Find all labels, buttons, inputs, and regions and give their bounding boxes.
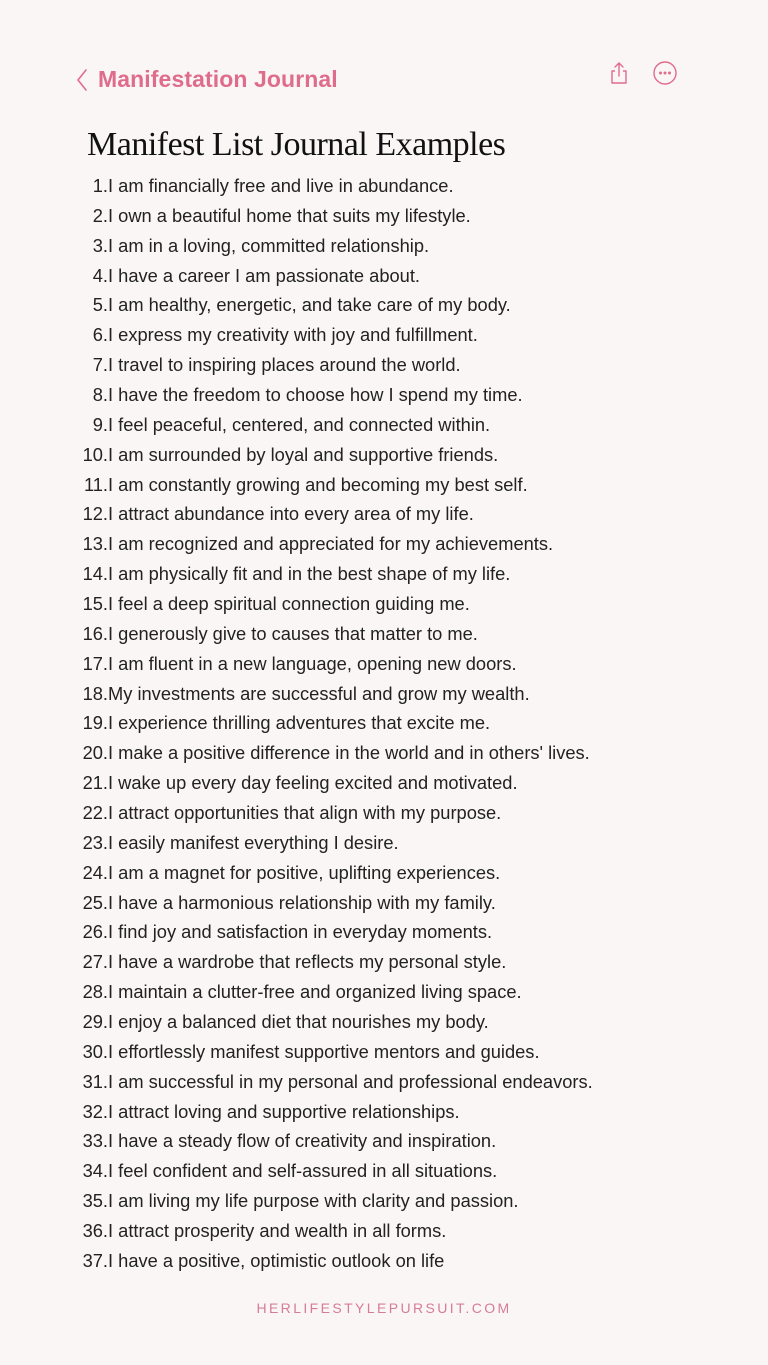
item-number: 17. xyxy=(82,652,108,674)
item-text: I make a positive difference in the world and in others' lives. xyxy=(108,742,590,764)
item-text: I own a beautiful home that suits my lifestyle. xyxy=(108,204,471,226)
item-number: 34. xyxy=(82,1160,108,1182)
item-text: I attract opportunities that align with my purpose. xyxy=(108,801,502,823)
item-number: 13. xyxy=(82,533,108,555)
item-number: 27. xyxy=(82,951,108,973)
nav-actions xyxy=(606,60,678,86)
list-item xyxy=(70,1037,593,1067)
list-item xyxy=(70,1186,593,1216)
list-item xyxy=(70,499,593,529)
item-text: I am surrounded by loyal and supportive friends. xyxy=(108,443,499,465)
item-text: I am successful in my personal and professional endeavors. xyxy=(108,1070,593,1092)
item-number: 29. xyxy=(82,1010,108,1032)
item-number: 4. xyxy=(92,264,108,286)
item-text: I am financially free and live in abundance. xyxy=(108,174,454,196)
list-item xyxy=(70,858,593,888)
list-item xyxy=(70,410,593,440)
item-text: I generously give to causes that matter to me. xyxy=(108,622,478,644)
item-number: 1. xyxy=(92,174,108,196)
list-item xyxy=(70,1097,593,1127)
item-number: 16. xyxy=(82,622,108,644)
more-icon[interactable] xyxy=(652,60,678,86)
list-item xyxy=(70,1246,593,1276)
list-item xyxy=(70,171,593,201)
chevron-left-icon xyxy=(74,67,90,93)
item-text: I find joy and satisfaction in everyday moments. xyxy=(108,921,493,943)
item-number: 25. xyxy=(82,891,108,913)
footer-watermark: HERLIFESTYLEPURSUIT.COM xyxy=(256,1300,512,1316)
item-text: I am fluent in a new language, opening new doors. xyxy=(108,652,517,674)
item-number: 11. xyxy=(83,473,108,495)
list-item xyxy=(70,290,593,320)
list-item xyxy=(70,768,593,798)
item-number: 36. xyxy=(82,1220,108,1241)
item-number: 8. xyxy=(92,383,108,405)
item-text: I am constantly growing and becoming my best self. xyxy=(108,473,528,495)
item-number: 20. xyxy=(82,742,108,764)
item-text: I easily manifest everything I desire. xyxy=(108,831,399,853)
list-item xyxy=(70,619,593,649)
list-item xyxy=(70,1127,593,1157)
item-number: 23. xyxy=(82,831,108,853)
item-number: 6. xyxy=(92,324,108,346)
item-text: I am living my life purpose with clarity and passion. xyxy=(108,1190,519,1212)
item-text: I have a career I am passionate about. xyxy=(108,264,420,286)
item-number: 7. xyxy=(92,354,108,376)
item-number: 31. xyxy=(82,1070,108,1092)
item-number: 5. xyxy=(92,294,108,316)
list-item xyxy=(70,708,593,738)
item-text: I am recognized and appreciated for my achievements. xyxy=(108,533,554,555)
list-item xyxy=(70,559,593,589)
item-number: 12. xyxy=(82,503,108,525)
item-number: 24. xyxy=(82,861,108,883)
list-item xyxy=(70,1007,593,1037)
list-item xyxy=(70,1156,593,1186)
list-item xyxy=(70,947,593,977)
item-text: I travel to inspiring places around the world. xyxy=(108,354,461,376)
list-item xyxy=(70,231,593,261)
item-text: I have the freedom to choose how I spend my time. xyxy=(108,383,523,405)
item-number: 30. xyxy=(82,1040,108,1062)
item-text: I attract abundance into every area of my life. xyxy=(108,503,474,525)
list-item xyxy=(70,798,593,828)
list-item xyxy=(70,380,593,410)
item-text: I attract prosperity and wealth in all forms. xyxy=(108,1220,447,1241)
list-item xyxy=(70,470,593,500)
item-text: I enjoy a balanced diet that nourishes my body. xyxy=(108,1010,489,1032)
list-item xyxy=(70,1067,593,1097)
item-number: 15. xyxy=(82,592,108,614)
item-text: I attract loving and supportive relationships. xyxy=(108,1100,460,1122)
list-item xyxy=(70,201,593,231)
manifest-list xyxy=(70,171,593,1276)
list-item xyxy=(70,350,593,380)
item-text: I feel peaceful, centered, and connected within. xyxy=(108,413,491,435)
list-item xyxy=(70,649,593,679)
list-item xyxy=(70,589,593,619)
item-text: I have a harmonious relationship with my family. xyxy=(108,891,496,913)
item-text: I am healthy, energetic, and take care of my body. xyxy=(108,294,511,316)
item-number: 9. xyxy=(92,413,108,435)
item-number: 32. xyxy=(82,1100,108,1122)
share-icon[interactable] xyxy=(606,60,632,86)
list-item xyxy=(70,320,593,350)
list-item xyxy=(70,738,593,768)
item-text: I have a positive, optimistic outlook on life xyxy=(108,1249,445,1271)
list-item xyxy=(70,977,593,1007)
item-number: 26. xyxy=(82,921,108,943)
item-text: I experience thrilling adventures that excite me. xyxy=(108,712,491,734)
list-item xyxy=(70,828,593,858)
item-number: 19. xyxy=(82,712,108,734)
item-text: I am physically fit and in the best shape of my life. xyxy=(108,563,511,585)
item-text: I effortlessly manifest supportive mentors and guides. xyxy=(108,1040,540,1062)
item-text: My investments are successful and grow my wealth. xyxy=(108,682,530,704)
item-number: 35. xyxy=(82,1190,108,1212)
item-text: I wake up every day feeling excited and motivated. xyxy=(108,772,518,794)
back-button[interactable] xyxy=(74,66,338,93)
item-number: 21. xyxy=(82,772,108,794)
item-number: 2. xyxy=(92,204,108,226)
item-text: I express my creativity with joy and fulfillment. xyxy=(108,324,478,346)
list-item xyxy=(70,917,593,947)
item-text: I am a magnet for positive, uplifting experiences. xyxy=(108,861,501,883)
item-text: I am in a loving, committed relationship. xyxy=(108,234,430,256)
nav-bar xyxy=(74,62,678,98)
item-number: 37. xyxy=(82,1249,108,1271)
item-number: 14. xyxy=(82,563,108,585)
item-number: 10. xyxy=(82,443,108,465)
list-item xyxy=(70,888,593,918)
item-text: I have a steady flow of creativity and inspiration. xyxy=(108,1130,497,1152)
item-number: 22. xyxy=(82,801,108,823)
item-number: 3. xyxy=(92,234,108,256)
list-item xyxy=(70,261,593,291)
item-number: 28. xyxy=(82,981,108,1003)
item-text: I feel a deep spiritual connection guiding me. xyxy=(108,592,470,614)
back-label: Manifestation Journal xyxy=(98,66,338,92)
item-text: I feel confident and self-assured in all situations. xyxy=(108,1160,498,1182)
item-text: I maintain a clutter-free and organized living space. xyxy=(108,981,522,1003)
list-item xyxy=(70,679,593,709)
page-title: Manifest List Journal Examples xyxy=(87,126,506,163)
list-item xyxy=(70,1216,593,1246)
item-text: I have a wardrobe that reflects my personal style. xyxy=(108,951,507,973)
item-number: 33. xyxy=(82,1130,108,1152)
list-item xyxy=(70,529,593,559)
item-number: 18. xyxy=(82,682,108,704)
list-item xyxy=(70,440,593,470)
